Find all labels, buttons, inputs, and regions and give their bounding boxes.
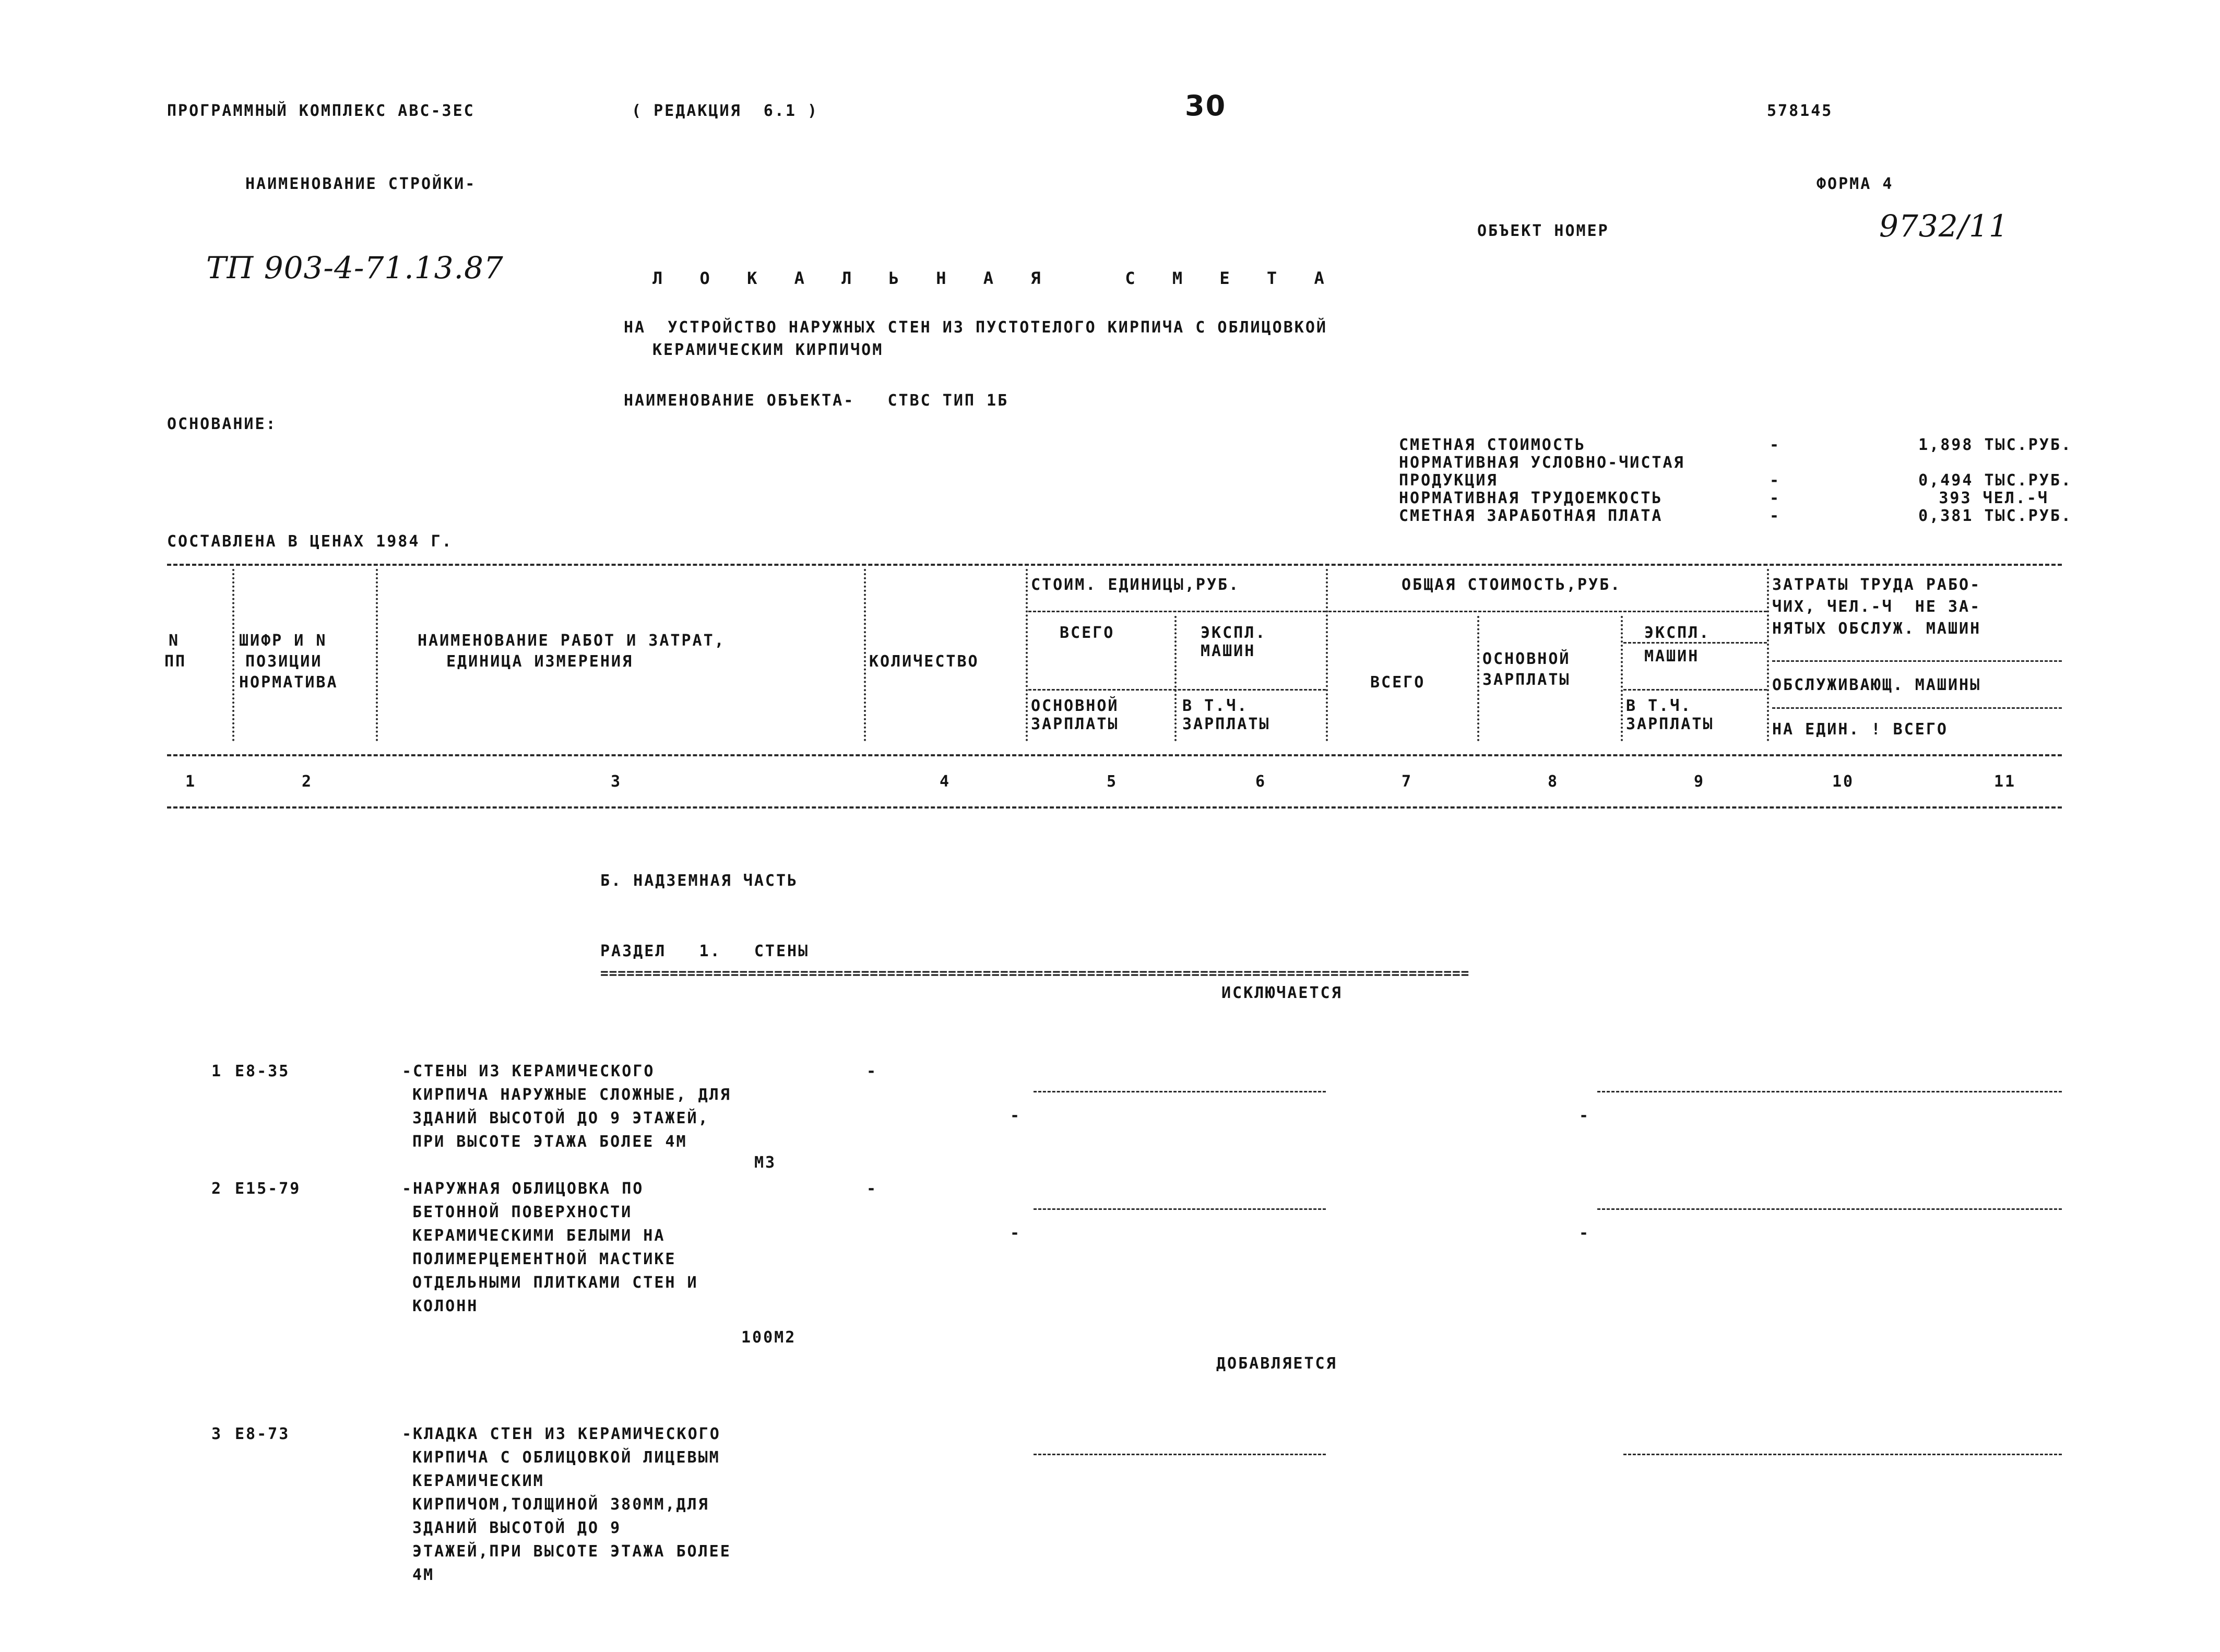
item-name: ПОЛИМЕРЦЕМЕНТНОЙ МАСТИКЕ [412, 1250, 676, 1268]
page-number: 30 [1185, 89, 1227, 122]
column-separator [376, 569, 378, 741]
header-labor: НЯТЫХ ОБСЛУЖ. МАШИН [1772, 620, 1981, 638]
summary-label: ПРОДУКЦИЯ [1399, 471, 1498, 490]
header-rule-top [167, 564, 2062, 566]
summary-label: СМЕТНАЯ ЗАРАБОТНАЯ ПЛАТА [1399, 507, 1663, 525]
added-label: ДОБАВЛЯЕТСЯ [1216, 1354, 1337, 1373]
item-name: -НАРУЖНАЯ ОБЛИЦОВКА ПО [402, 1180, 644, 1198]
row-subrule [1597, 1091, 2062, 1092]
header-unit-base: ОСНОВНОЙ [1031, 697, 1119, 715]
row-subrule [1034, 1208, 1326, 1210]
excluded-label: ИСКЛЮЧАЕТСЯ [1221, 984, 1343, 1002]
item-name: 4М [412, 1566, 435, 1584]
document-title: Л О К А Л Ь Н А Я С М Е Т А [652, 268, 1338, 288]
item-num: 3 [211, 1425, 223, 1443]
item-unit: М3 [754, 1154, 777, 1172]
form-label: ФОРМА 4 [1817, 175, 1894, 193]
column-number: 10 [1832, 772, 1855, 791]
header-unit-base: ЗАРПЛАТЫ [1031, 715, 1119, 733]
column-separator [1326, 569, 1328, 741]
header-total-mach: МАШИН [1644, 647, 1700, 665]
header-num: N [169, 632, 180, 650]
column-number: 9 [1694, 772, 1705, 791]
item-name: КЕРАМИЧЕСКИМИ БЕЛЫМИ НА [412, 1227, 666, 1245]
object-number-label: ОБЪЕКТ НОМЕР [1477, 222, 1609, 240]
summary-dash: - [1770, 436, 1781, 454]
header-total-all: ВСЕГО [1370, 673, 1426, 692]
section-part: Б. НАДЗЕМНАЯ ЧАСТЬ [600, 872, 799, 890]
header-unit-mach: МАШИН [1201, 642, 1256, 660]
header-rule-mid [167, 754, 2062, 756]
row-subrule [1034, 1454, 1326, 1455]
summary-dash: - [1770, 507, 1781, 525]
header-labor-split: НА ЕДИН. ! ВСЕГО [1772, 720, 1948, 739]
summary-dash: - [1770, 471, 1781, 490]
item-code: Е8-73 [235, 1425, 290, 1443]
item-name: ЗДАНИЙ ВЫСОТОЙ ДО 9 [412, 1519, 622, 1537]
item-dash: - [866, 1180, 878, 1198]
header-labor: ЗАТРАТЫ ТРУДА РАБО- [1772, 576, 1981, 594]
header-unit-mach: ЭКСПЛ. [1201, 624, 1267, 642]
item-name: КИРПИЧА С ОБЛИЦОВКОЙ ЛИЦЕВЫМ [412, 1448, 720, 1467]
column-separator [1174, 616, 1177, 741]
column-number: 7 [1402, 772, 1413, 791]
column-number: 11 [1994, 772, 2016, 791]
item-name: ОТДЕЛЬНЫМИ ПЛИТКАМИ СТЕН И [412, 1274, 698, 1292]
section-razdel: РАЗДЕЛ 1. СТЕНЫ [600, 942, 810, 960]
item-name: КОЛОНН [412, 1297, 479, 1315]
item-name: КИРПИЧОМ,ТОЛЩИНОЙ 380ММ,ДЛЯ [412, 1495, 709, 1514]
header-code: ПОЗИЦИИ [245, 652, 323, 671]
header-quantity: КОЛИЧЕСТВО [869, 652, 979, 671]
column-number: 2 [302, 772, 313, 791]
column-number: 4 [940, 772, 951, 791]
construction-label: НАИМЕНОВАНИЕ СТРОЙКИ- [245, 175, 477, 193]
item-name: БЕТОННОЙ ПОВЕРХНОСТИ [412, 1203, 633, 1221]
summary-label: НОРМАТИВНАЯ УСЛОВНО-ЧИСТАЯ [1399, 454, 1685, 472]
column-separator [1621, 616, 1623, 741]
row-subrule [1597, 1208, 2062, 1210]
subject-line-1: НА УСТРОЙСТВО НАРУЖНЫХ СТЕН ИЗ ПУСТОТЕЛОГО КИРПИЧА С ОБЛИЦОВКОЙ [624, 318, 1327, 337]
item-dash: - [1579, 1224, 1590, 1242]
program-name: ПРОГРАММНЫЙ КОМПЛЕКС АВС-3ЕС [167, 102, 475, 120]
header-labor: ЧИХ, ЧЕЛ.-Ч НЕ ЗА- [1772, 598, 1981, 616]
project-code-handwritten: ТП 903-4-71.13.87 [206, 250, 504, 286]
section-underline: ==================================================================================================== [600, 966, 1470, 981]
column-number: 6 [1255, 772, 1267, 791]
item-name: КЕРАМИЧЕСКИМ [412, 1472, 544, 1490]
column-separator [1477, 616, 1479, 741]
summary-value: 0,494 ТЫС.РУБ. [1918, 471, 2072, 490]
item-code: Е8-35 [235, 1062, 290, 1080]
item-dash: - [1579, 1107, 1590, 1125]
column-number: 8 [1548, 772, 1559, 791]
item-name: -СТЕНЫ ИЗ КЕРАМИЧЕСКОГО [402, 1062, 655, 1080]
edition: ( РЕДАКЦИЯ 6.1 ) [632, 102, 819, 120]
header-total-incl: ЗАРПЛАТЫ [1626, 715, 1714, 733]
summary-value: 0,381 ТЫС.РУБ. [1918, 507, 2072, 525]
basis-label: ОСНОВАНИЕ: [167, 415, 277, 433]
header-work-unit: ЕДИНИЦА ИЗМЕРЕНИЯ [446, 652, 634, 671]
item-num: 2 [211, 1180, 223, 1198]
item-dash: - [1010, 1224, 1022, 1242]
item-num: 1 [211, 1062, 223, 1080]
prices-basis: СОСТАВЛЕНА В ЦЕНАХ 1984 Г. [167, 532, 453, 551]
item-name: КИРПИЧА НАРУЖНЫЕ СЛОЖНЫЕ, ДЛЯ [412, 1086, 731, 1104]
column-separator [1026, 569, 1028, 741]
item-dash: - [1010, 1107, 1022, 1125]
header-subrule [1328, 611, 1767, 612]
header-unit-incl: ЗАРПЛАТЫ [1182, 715, 1271, 733]
header-subrule [1772, 660, 2062, 662]
item-dash: - [866, 1062, 878, 1080]
item-name: ПРИ ВЫСОТЕ ЭТАЖА БОЛЕЕ 4М [412, 1133, 687, 1151]
column-separator [864, 569, 866, 741]
header-unit-total: ВСЕГО [1060, 624, 1115, 642]
header-total-mach: ЭКСПЛ. [1644, 624, 1711, 642]
doc-number: 578145 [1767, 102, 1833, 120]
summary-label: НОРМАТИВНАЯ ТРУДОЕМКОСТЬ [1399, 489, 1663, 507]
header-total-cost: ОБЩАЯ СТОИМОСТЬ,РУБ. [1402, 576, 1622, 594]
header-unit-incl: В Т.Ч. [1182, 697, 1249, 715]
header-work-name: НАИМЕНОВАНИЕ РАБОТ И ЗАТРАТ, [418, 632, 726, 650]
summary-dash: - [1770, 489, 1781, 507]
object-number-handwritten: 9732/11 [1879, 208, 2009, 244]
header-labor-service: ОБСЛУЖИВАЮЩ. МАШИНЫ [1772, 676, 1981, 694]
header-total-incl: В Т.Ч. [1626, 697, 1692, 715]
header-subrule [1028, 689, 1326, 691]
header-code: НОРМАТИВА [239, 673, 338, 692]
item-name: ЭТАЖЕЙ,ПРИ ВЫСОТЕ ЭТАЖА БОЛЕЕ [412, 1542, 731, 1561]
row-subrule [1034, 1091, 1326, 1092]
summary-value: 393 ЧЕЛ.-Ч [1939, 489, 2049, 507]
item-name: ЗДАНИЙ ВЫСОТОЙ ДО 9 ЭТАЖЕЙ, [412, 1109, 709, 1127]
summary-label: СМЕТНАЯ СТОИМОСТЬ [1399, 436, 1586, 454]
header-num: ПП [164, 652, 187, 671]
column-number: 1 [185, 772, 197, 791]
column-number: 5 [1107, 772, 1118, 791]
column-number: 3 [611, 772, 622, 791]
header-total-base: ЗАРПЛАТЫ [1482, 671, 1571, 689]
column-separator [1767, 569, 1769, 741]
header-subrule [1028, 611, 1326, 612]
header-unit-cost: СТОИМ. ЕДИНИЦЫ,РУБ. [1031, 576, 1240, 594]
row-subrule [1623, 1454, 2062, 1455]
summary-value: 1,898 ТЫС.РУБ. [1918, 436, 2072, 454]
header-rule-bottom [167, 806, 2062, 809]
item-code: Е15-79 [235, 1180, 301, 1198]
header-subrule [1772, 707, 2062, 709]
item-name: -КЛАДКА СТЕН ИЗ КЕРАМИЧЕСКОГО [402, 1425, 721, 1443]
header-code: ШИФР И N [239, 632, 327, 650]
header-total-base: ОСНОВНОЙ [1482, 650, 1571, 668]
item-unit: 100М2 [741, 1328, 797, 1347]
column-separator [232, 569, 234, 741]
header-subrule [1623, 689, 1767, 691]
object-name: НАИМЕНОВАНИЕ ОБЪЕКТА- СТВС ТИП 1Б [624, 391, 1009, 410]
subject-line-2: КЕРАМИЧЕСКИМ КИРПИЧОМ [652, 341, 884, 359]
